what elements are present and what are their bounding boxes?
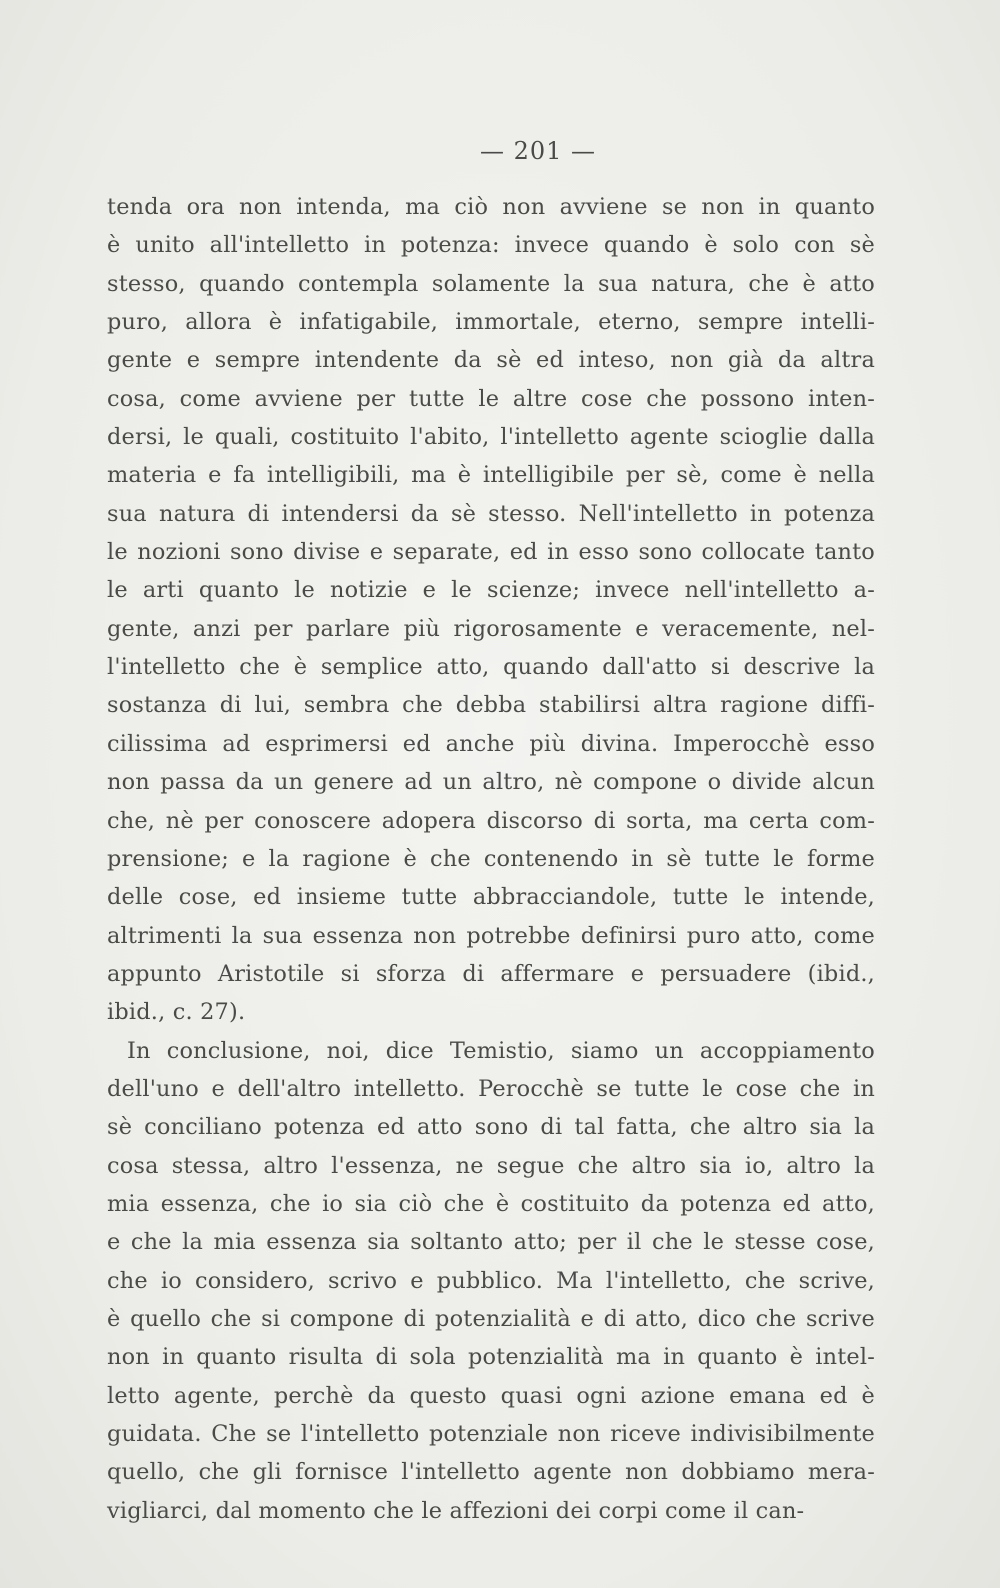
body-text <box>107 188 875 1530</box>
paragraph <box>107 188 875 1032</box>
text-line: prensione; e la ragione è che contenendo in sè tutte le forme <box>107 845 875 872</box>
text-line: dell'uno e dell'altro intelletto. Perocchè se tutte le cose che in <box>107 1075 875 1102</box>
text-line: le arti quanto le notizie e le scienze; invece nell'intelletto a- <box>107 577 875 604</box>
text-line: vigliarci, dal momento che le affezioni dei corpi come il can- <box>107 1497 805 1524</box>
text-line: cosa, come avviene per tutte le altre cose che possono inten- <box>107 385 875 412</box>
text-line: quello, che gli fornisce l'intelletto agente non dobbiamo mera- <box>107 1459 875 1486</box>
text-line: è unito all'intelletto in potenza: invece quando è solo con sè <box>107 232 875 259</box>
text-line: non passa da un genere ad un altro, nè compone o divide alcun <box>107 769 875 796</box>
text-line: appunto Aristotile si sforza di affermare e persuadere (ibid., <box>107 960 875 987</box>
text-line: guidata. Che se l'intelletto potenziale non riceve indivisibilmente <box>107 1421 875 1447</box>
paragraph <box>107 1032 875 1530</box>
text-line: e che la mia essenza sia soltanto atto; per il che le stesse cose, <box>107 1229 875 1256</box>
page-number: — 201 — <box>479 137 597 165</box>
text-line: sua natura di intendersi da sè stesso. Nell'intelletto in potenza <box>107 500 875 527</box>
text-line: altrimenti la sua essenza non potrebbe definirsi puro atto, come <box>107 922 875 949</box>
text-line: sè conciliano potenza ed atto sono di tal fatta, che altro sia la <box>107 1114 875 1141</box>
text-line: le nozioni sono divise e separate, ed in esso sono collocate tanto <box>107 539 875 566</box>
text-line: l'intelletto che è semplice atto, quando dall'atto si descrive la <box>107 654 875 681</box>
text-line: tenda ora non intenda, ma ciò non avviene se non in quanto <box>107 194 875 220</box>
text-line: dersi, le quali, costituito l'abito, l'intelletto agente scioglie dalla <box>107 424 875 451</box>
text-line: puro, allora è infatigabile, immortale, eterno, sempre intelli- <box>107 309 875 336</box>
text-line: ibid., c. 27). <box>107 999 246 1026</box>
text-line: è quello che si compone di potenzialità e di atto, dico che scrive <box>107 1305 875 1332</box>
text-line: In conclusione, noi, dice Temistio, siamo un accoppiamento <box>127 1037 875 1064</box>
text-line: delle cose, ed insieme tutte abbracciandole, tutte le intende, <box>107 884 875 911</box>
text-line: gente, anzi per parlare più rigorosamente e veracemente, nel- <box>107 615 875 642</box>
text-line: materia e fa intelligibili, ma è intelligibile per sè, come è nella <box>107 462 875 489</box>
text-line: letto agente, perchè da questo quasi ogni azione emana ed è <box>107 1382 875 1409</box>
text-line: mia essenza, che io sia ciò che è costituito da potenza ed atto, <box>107 1190 875 1217</box>
text-line: che, nè per conoscere adopera discorso di sorta, ma certa com- <box>107 807 875 834</box>
text-line: stesso, quando contempla solamente la sua natura, che è atto <box>107 270 875 297</box>
text-line: non in quanto risulta di sola potenzialità ma in quanto è intel- <box>107 1344 875 1371</box>
text-line: cosa stessa, altro l'essenza, ne segue che altro sia io, altro la <box>107 1152 875 1179</box>
text-line: gente e sempre intendente da sè ed inteso, non già da altra <box>107 347 875 374</box>
text-line: sostanza di lui, sembra che debba stabilirsi altra ragione diffi- <box>107 692 875 719</box>
text-line: cilissima ad esprimersi ed anche più divina. Imperocchè esso <box>107 730 875 757</box>
text-line: che io considero, scrivo e pubblico. Ma l'intelletto, che scrive, <box>107 1267 875 1294</box>
